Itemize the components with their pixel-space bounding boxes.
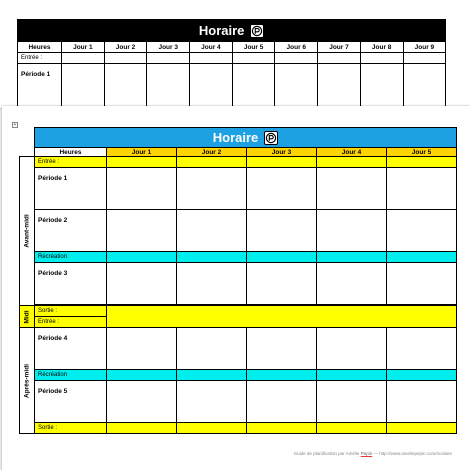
table-row bbox=[20, 210, 457, 252]
schedule-cell[interactable] bbox=[177, 328, 247, 370]
back-schedule-table bbox=[17, 19, 446, 108]
schedule-cell[interactable] bbox=[107, 328, 177, 370]
table-row bbox=[20, 423, 457, 434]
section-label: Midi bbox=[23, 310, 31, 323]
schedule-cell[interactable] bbox=[177, 423, 247, 434]
hours-header: Heures bbox=[35, 148, 107, 157]
schedule-cell[interactable] bbox=[317, 423, 387, 434]
schedule-cell[interactable] bbox=[247, 157, 317, 168]
schedule-cell[interactable] bbox=[177, 157, 247, 168]
recess-label: Récréation bbox=[35, 370, 107, 381]
front-title-bar bbox=[35, 128, 457, 148]
table-row bbox=[20, 328, 457, 370]
schedule-title: Horaire bbox=[212, 130, 259, 145]
schedule-cell[interactable] bbox=[104, 64, 147, 108]
schedule-cell[interactable] bbox=[247, 381, 317, 423]
table-row bbox=[20, 168, 457, 210]
schedule-cell[interactable] bbox=[107, 210, 177, 252]
schedule-cell[interactable] bbox=[107, 370, 177, 381]
day-header: Jour 8 bbox=[360, 42, 403, 53]
schedule-cell[interactable] bbox=[317, 157, 387, 168]
day-header: Jour 9 bbox=[403, 42, 446, 53]
day-header: Jour 5 bbox=[387, 148, 457, 157]
table-row bbox=[20, 263, 457, 305]
day-header: Jour 4 bbox=[317, 148, 387, 157]
schedule-cell[interactable] bbox=[275, 64, 318, 108]
entry-label: Entrée : bbox=[18, 53, 62, 64]
schedule-cell[interactable] bbox=[360, 64, 403, 108]
pepin-logo-icon bbox=[264, 131, 278, 145]
schedule-cell[interactable] bbox=[177, 252, 247, 263]
table-move-handle-icon[interactable]: + bbox=[13, 122, 17, 128]
entry-label: Entrée : bbox=[35, 317, 107, 328]
schedule-cell[interactable] bbox=[177, 370, 247, 381]
day-header: Jour 1 bbox=[107, 148, 177, 157]
day-header: Jour 2 bbox=[104, 42, 147, 53]
schedule-cell[interactable] bbox=[317, 370, 387, 381]
schedule-cell[interactable] bbox=[387, 381, 457, 423]
schedule-cell[interactable] bbox=[247, 423, 317, 434]
pepin-logo-icon bbox=[250, 24, 264, 38]
footer-name: Pepin bbox=[360, 451, 373, 456]
schedule-cell[interactable] bbox=[317, 328, 387, 370]
period-label: Période 4 bbox=[35, 328, 107, 370]
noon-block[interactable] bbox=[107, 306, 457, 328]
day-header: Jour 2 bbox=[177, 148, 247, 157]
schedule-cell[interactable] bbox=[387, 252, 457, 263]
schedule-title: Horaire bbox=[198, 23, 245, 38]
schedule-cell[interactable] bbox=[232, 64, 275, 108]
day-header: Jour 6 bbox=[275, 42, 318, 53]
front-schedule-table bbox=[19, 127, 457, 434]
hours-header: Heures bbox=[18, 42, 62, 53]
schedule-cell[interactable] bbox=[107, 252, 177, 263]
table-row bbox=[18, 64, 446, 108]
table-row bbox=[20, 381, 457, 423]
section-label: Après-midi bbox=[23, 363, 31, 398]
day-header: Jour 3 bbox=[247, 148, 317, 157]
section-label: Avant-midi bbox=[23, 214, 31, 248]
schedule-cell[interactable] bbox=[107, 168, 177, 210]
table-row bbox=[20, 306, 457, 317]
schedule-cell[interactable] bbox=[107, 423, 177, 434]
schedule-cell[interactable] bbox=[387, 423, 457, 434]
schedule-cell[interactable] bbox=[387, 157, 457, 168]
front-page bbox=[2, 106, 470, 470]
section-afternoon bbox=[20, 328, 35, 434]
table-row bbox=[20, 157, 457, 168]
table-row bbox=[18, 53, 446, 64]
period-label: Période 1 bbox=[18, 64, 62, 108]
schedule-cell[interactable] bbox=[387, 210, 457, 252]
schedule-cell[interactable] bbox=[247, 263, 317, 305]
schedule-cell[interactable] bbox=[317, 168, 387, 210]
schedule-cell[interactable] bbox=[403, 64, 446, 108]
entry-label: Entrée : bbox=[35, 157, 107, 168]
footer-suffix: — http://www.ameliepepin.com/scolaire bbox=[372, 451, 452, 456]
schedule-cell[interactable] bbox=[177, 263, 247, 305]
schedule-cell[interactable] bbox=[147, 64, 190, 108]
schedule-cell[interactable] bbox=[317, 210, 387, 252]
period-label: Période 1 bbox=[35, 168, 107, 210]
schedule-cell[interactable] bbox=[317, 381, 387, 423]
period-label: Période 2 bbox=[35, 210, 107, 252]
schedule-cell[interactable] bbox=[387, 370, 457, 381]
recess-label: Récréation bbox=[35, 252, 107, 263]
day-header: Jour 5 bbox=[232, 42, 275, 53]
schedule-cell[interactable] bbox=[318, 64, 361, 108]
schedule-cell[interactable] bbox=[62, 64, 105, 108]
exit-label: Sortie : bbox=[35, 423, 107, 434]
schedule-cell[interactable] bbox=[317, 252, 387, 263]
footer-prefix: Guide de planification par Amélie bbox=[293, 451, 361, 456]
schedule-cell[interactable] bbox=[177, 210, 247, 252]
back-page bbox=[0, 0, 470, 108]
schedule-cell[interactable] bbox=[190, 64, 233, 108]
day-header: Jour 3 bbox=[147, 42, 190, 53]
schedule-cell[interactable] bbox=[387, 168, 457, 210]
day-header: Jour 1 bbox=[62, 42, 105, 53]
table-row bbox=[20, 252, 457, 263]
schedule-cell[interactable] bbox=[247, 168, 317, 210]
schedule-cell[interactable] bbox=[247, 252, 317, 263]
schedule-cell[interactable] bbox=[317, 263, 387, 305]
back-title-bar bbox=[18, 20, 446, 42]
exit-label: Sortie : bbox=[35, 306, 107, 317]
page-footer bbox=[294, 451, 452, 456]
schedule-cell[interactable] bbox=[247, 210, 317, 252]
schedule-cell[interactable] bbox=[177, 381, 247, 423]
day-header: Jour 7 bbox=[318, 42, 361, 53]
schedule-cell[interactable] bbox=[107, 263, 177, 305]
schedule-cell[interactable] bbox=[107, 157, 177, 168]
day-header: Jour 4 bbox=[190, 42, 233, 53]
section-morning bbox=[20, 157, 35, 306]
schedule-cell[interactable] bbox=[247, 370, 317, 381]
period-label: Période 5 bbox=[35, 381, 107, 423]
table-row bbox=[20, 370, 457, 381]
schedule-cell[interactable] bbox=[247, 328, 317, 370]
schedule-cell[interactable] bbox=[387, 263, 457, 305]
section-noon bbox=[20, 306, 35, 328]
period-label: Période 3 bbox=[35, 263, 107, 305]
schedule-cell[interactable] bbox=[177, 168, 247, 210]
schedule-cell[interactable] bbox=[107, 381, 177, 423]
schedule-cell[interactable] bbox=[387, 328, 457, 370]
